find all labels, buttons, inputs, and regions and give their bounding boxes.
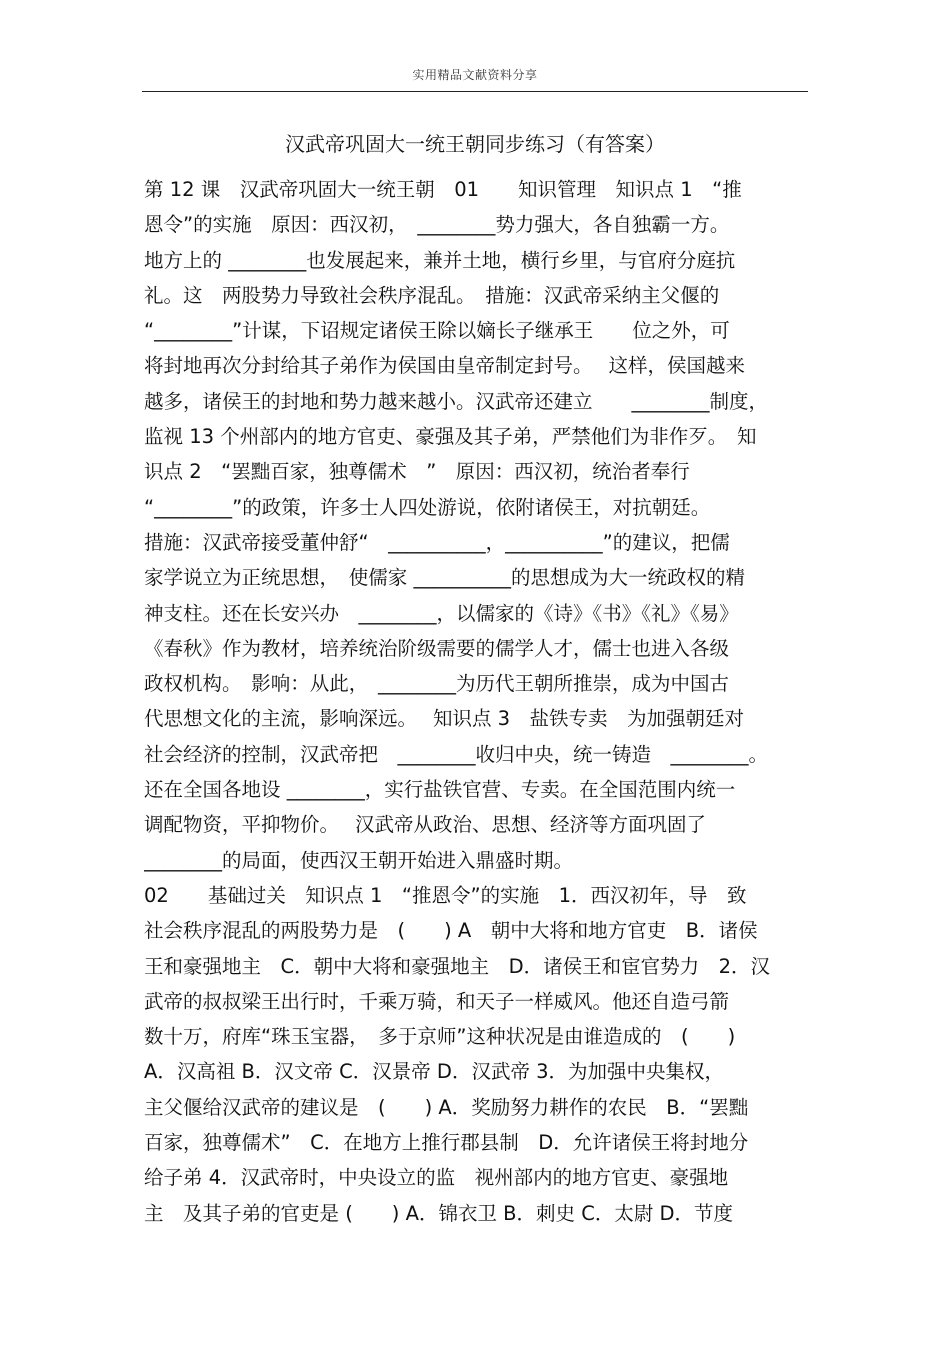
text-line: 还在全国各地设 ________，实行盐铁官营、专卖。在全国范围内统一	[144, 778, 736, 802]
text-line: 将封地再次分封给其子弟作为侯国由皇帝制定封号。 这样，侯国越来	[144, 354, 745, 378]
text-line: 地方上的 ________也发展起来，兼并土地，横行乡里，与官府分庭抗	[144, 248, 736, 272]
text-line: 恩令”的实施 原因：西汉初， ________势力强大，各自独霸一方。	[144, 213, 730, 237]
text-line: 措施：汉武帝接受董仲舒“ __________，__________”的建议，把儒	[144, 530, 730, 554]
text-line: 百家，独尊儒术” C．在地方上推行郡县制 D．允许诸侯王将封地分	[144, 1131, 749, 1155]
text-line: 王和豪强地主 C．朝中大将和豪强地主 D．诸侯王和宦官势力 2．汉	[144, 954, 771, 978]
text-line: 调配物资，平抑物价。 汉武帝从政治、思想、经济等方面巩固了	[144, 813, 706, 837]
text-line: 代思想文化的主流，影响深远。 知识点 3 盐铁专卖 为加强朝廷对	[144, 707, 745, 731]
text-line: 越多，诸侯王的封地和势力越来越小。汉武帝还建立 ________制度，	[144, 389, 769, 413]
text-line: 《春秋》作为教材，培养统治阶级需要的儒学人才，儒士也进入各级	[144, 636, 730, 660]
text-line: “________”的政策，许多士人四处游说，依附诸侯王，对抗朝廷。	[144, 495, 711, 519]
text-line: 家学说立为正统思想， 使儒家 __________的思想成为大一统政权的精	[144, 566, 745, 590]
text-line: “________”计谋，下诏规定诸侯王除以嫡长子继承王 位之外，可	[144, 319, 730, 343]
text-line: 主 及其子弟的官吏是 ( ) A．锦衣卫 B．刺史 C．太尉 D．节度	[144, 1201, 734, 1225]
document-title: 汉武帝巩固大一统王朝同步练习（有答案）	[285, 132, 665, 156]
document-body	[144, 172, 812, 1231]
text-line: 社会经济的控制，汉武帝把 ________收归中央，统一铸造 ________。	[144, 742, 769, 766]
text-line: 02 基础过关 知识点 1 “推恩令”的实施 1．西汉初年，导 致	[144, 883, 747, 907]
text-line: 主父偃给汉武帝的建议是 ( ) A．奖励努力耕作的农民 B．“罢黜	[144, 1095, 749, 1119]
text-line: 武帝的叔叔梁王出行时，千乘万骑，和天子一样威风。他还自造弓箭	[144, 989, 730, 1013]
text-line: 第 12 课 汉武帝巩固大一统王朝 01 知识管理 知识点 1 “推	[144, 178, 742, 201]
header-divider	[142, 91, 808, 92]
text-line: 政权机构。 影响：从此， ________为历代王朝所推崇，成为中国古	[144, 672, 730, 696]
text-line: 神支柱。还在长安兴办 ________，以儒家的《诗》《书》《礼》《易》	[144, 601, 739, 625]
text-line: 数十万，府库“珠玉宝器， 多于京师”这种状况是由谁造成的 ( )	[144, 1025, 736, 1049]
text-line: A．汉高祖 B．汉文帝 C．汉景帝 D．汉武帝 3．为加强中央集权，	[144, 1060, 725, 1084]
text-line: 社会秩序混乱的两股势力是 ( ) A 朝中大将和地方官吏 B．诸侯	[144, 919, 758, 943]
text-line: 礼。这 两股势力导致社会秩序混乱。 措施：汉武帝采纳主父偃的	[144, 283, 720, 307]
text-line: ________的局面，使西汉王朝开始进入鼎盛时期。	[144, 848, 574, 872]
page-header: 实用精品文献资料分享	[412, 68, 538, 82]
text-line: 给子弟 4．汉武帝时，中央设立的监 视州部内的地方官吏、豪强地	[144, 1166, 729, 1190]
text-line: 识点 2 “罢黜百家，独尊儒术 ” 原因：西汉初，统治者奉行	[144, 460, 690, 484]
text-line: 监视 13 个州部内的地方官吏、豪强及其子弟，严禁他们为非作歹。 知	[144, 425, 757, 449]
